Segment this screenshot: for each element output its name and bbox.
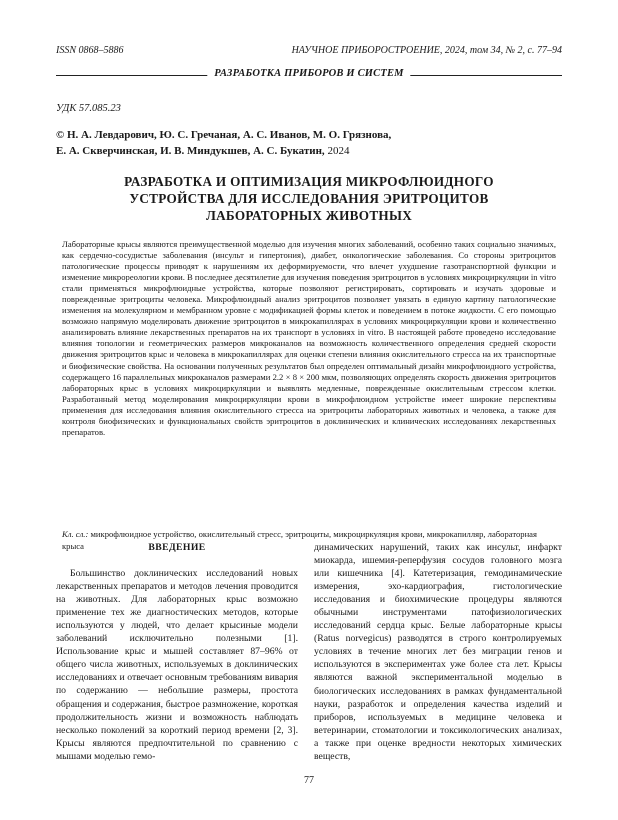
title-line-2: УСТРОЙСТВА ДЛЯ ИССЛЕДОВАНИЯ ЭРИТРОЦИТОВ [129,191,489,206]
authors-line-2 [56,143,562,159]
author-list [56,127,562,159]
section-banner [56,68,562,84]
section-title: РАЗРАБОТКА ПРИБОРОВ И СИСТЕМ [207,68,410,79]
journal-citation: НАУЧНОЕ ПРИБОРОСТРОЕНИЕ, 2024, том 34, № 2, с. 77–94 [291,45,562,56]
abstract [62,239,556,438]
title-line-1: РАЗРАБОТКА И ОПТИМИЗАЦИЯ МИКРОФЛЮИДНОГО [124,174,494,189]
keywords-text: микрофлюидное устройство, окислительный стресс, эритроциты, микроциркуляция крови, микрокапилляр, лабораторная крыса [62,529,537,551]
copyright-year: 2024 [324,145,350,157]
intro-right-text: динамических нарушений, таких как инсульт, инфаркт миокарда, ишемия-реперфузия сосудов головного мозга или кишечника [4]. Катетеризация, гемодинамические измерения, эхо-кардиография, гистологические исследования и биохимические процедуры являются обычными инструментами патофизиологических исследований сердца крыс. Белые лабораторные крысы (Ratus norvegicus) разводятся в строго контролируемых условиях в течение многих лет без миграции генов и используются в экспериментах уже более ста лет. Крысы являются важной экспериментальной моделью в биологических исследованиях в рамках фундаментальной науки, разработок и определения качества изделий и приборов, используемых в медицине человека и ветеринарии, стоматологии и токсикологических анализах, а также при оценке вредности некоторых химических веществ, [314,542,562,762]
keywords-label: Кл. сл.: [62,529,89,539]
title-line-3: ЛАБОРАТОРНЫХ ЖИВОТНЫХ [205,208,413,223]
intro-left-text: Большинство доклинических исследований новых лекарственных препаратов и методов лечения проводится на животных. Для лабораторных крыс возможно применение тех же диагностических методов, которые используются у людей, что делает крысиные модели заболеваний исключительно полезными [1]. Использование крыс и мышей составляет 87–96% от общего числа животных, используемых в доклинических исследованиях и отвечает основным требованиям вивария по содержанию — небольшие размеры, простота обращения и содержания, быстрое размножение, короткая продолжительность жизни и возможность наблюдать несколько поколений за короткий период времени [2, 3]. Крысы являются предпочтительной по сравнению с мышами моделью гемо- [56,568,298,762]
issn: ISSN 0868–5886 [56,45,124,56]
authors-line-2-names: Е. А. Скверчинская, И. В. Миндукшев, А. С. Букатин, [56,145,325,157]
udk-code: УДК 57.085.23 [56,103,121,114]
abstract-text: Лабораторные крысы являются преимущественной моделью для изучения многих заболеваний, особенно таких социально значимых, как сердечно-сосудистые заболевания (инсульт и гипертония), диабет, онкологические заболевания. Со стороны эритроцитов патологические процессы приводят к нарушениям их деформируемости, что влечет ухудшение газотранспортной функции и изменение микрореологии крови. В последнее десятилетие для изучения поведения эритроцитов в условиях микроциркуляции in vitro стали применяться микрофлюидные устройства, которые позволяют регистрировать, сортировать и изучать здоровые и поврежденные эритроциты человека. Микрофлюидный анализ эритроцитов позволяет увязать в единую картину патологические изменения на молекулярном и мембранном уровне с модификацией формы клеток и поведением в потоке жидкости. С его помощью возможно напрямую моделировать движение эритроцитов в микрокапиллярах в условиях микроциркуляции крови и количественно анализировать влияние лекарственных препаратов на их транспорт в условиях in vitro. В настоящей работе проведено исследование влияния топологии и геометрических размеров микроканалов на возможность количественного определения средней скорости движения эритроцитов крыс и человека в микрокапиллярах для оценки степени влияния окислительного стресса на их транспортные и биофизические свойства. На основании полученных результатов был определен оптимальный дизайн микрофлюидного устройства, содержащего 16 параллельных микроканалов размерами 2.2 × 8 × 200 мкм, позволяющих определять скорость движения эритроцитов лабораторных крыс в условиях микроциркуляции и выявлять медленные, поврежденные окислительным стрессом клетки. Разработанный метод моделирования микроциркуляции крови в микрофлюидном устройстве имеет широкие перспективы применения для исследования влияния окислительного стресса на эритроциты лабораторных животных и человека, а также для контроля биофизических и функциональных свойств эритроцитов в доклинических и клинических исследованиях лекарственных препаратов. [62,239,556,437]
authors-line-1: © Н. А. Левдарович, Ю. С. Гречаная, А. С. Иванов, М. О. Грязнова, [56,129,392,141]
page-number: 77 [304,775,314,786]
right-column [314,541,562,763]
left-column [56,541,298,763]
paper-title [56,173,562,224]
running-header [56,45,562,59]
intro-heading: ВВЕДЕНИЕ [148,542,206,553]
